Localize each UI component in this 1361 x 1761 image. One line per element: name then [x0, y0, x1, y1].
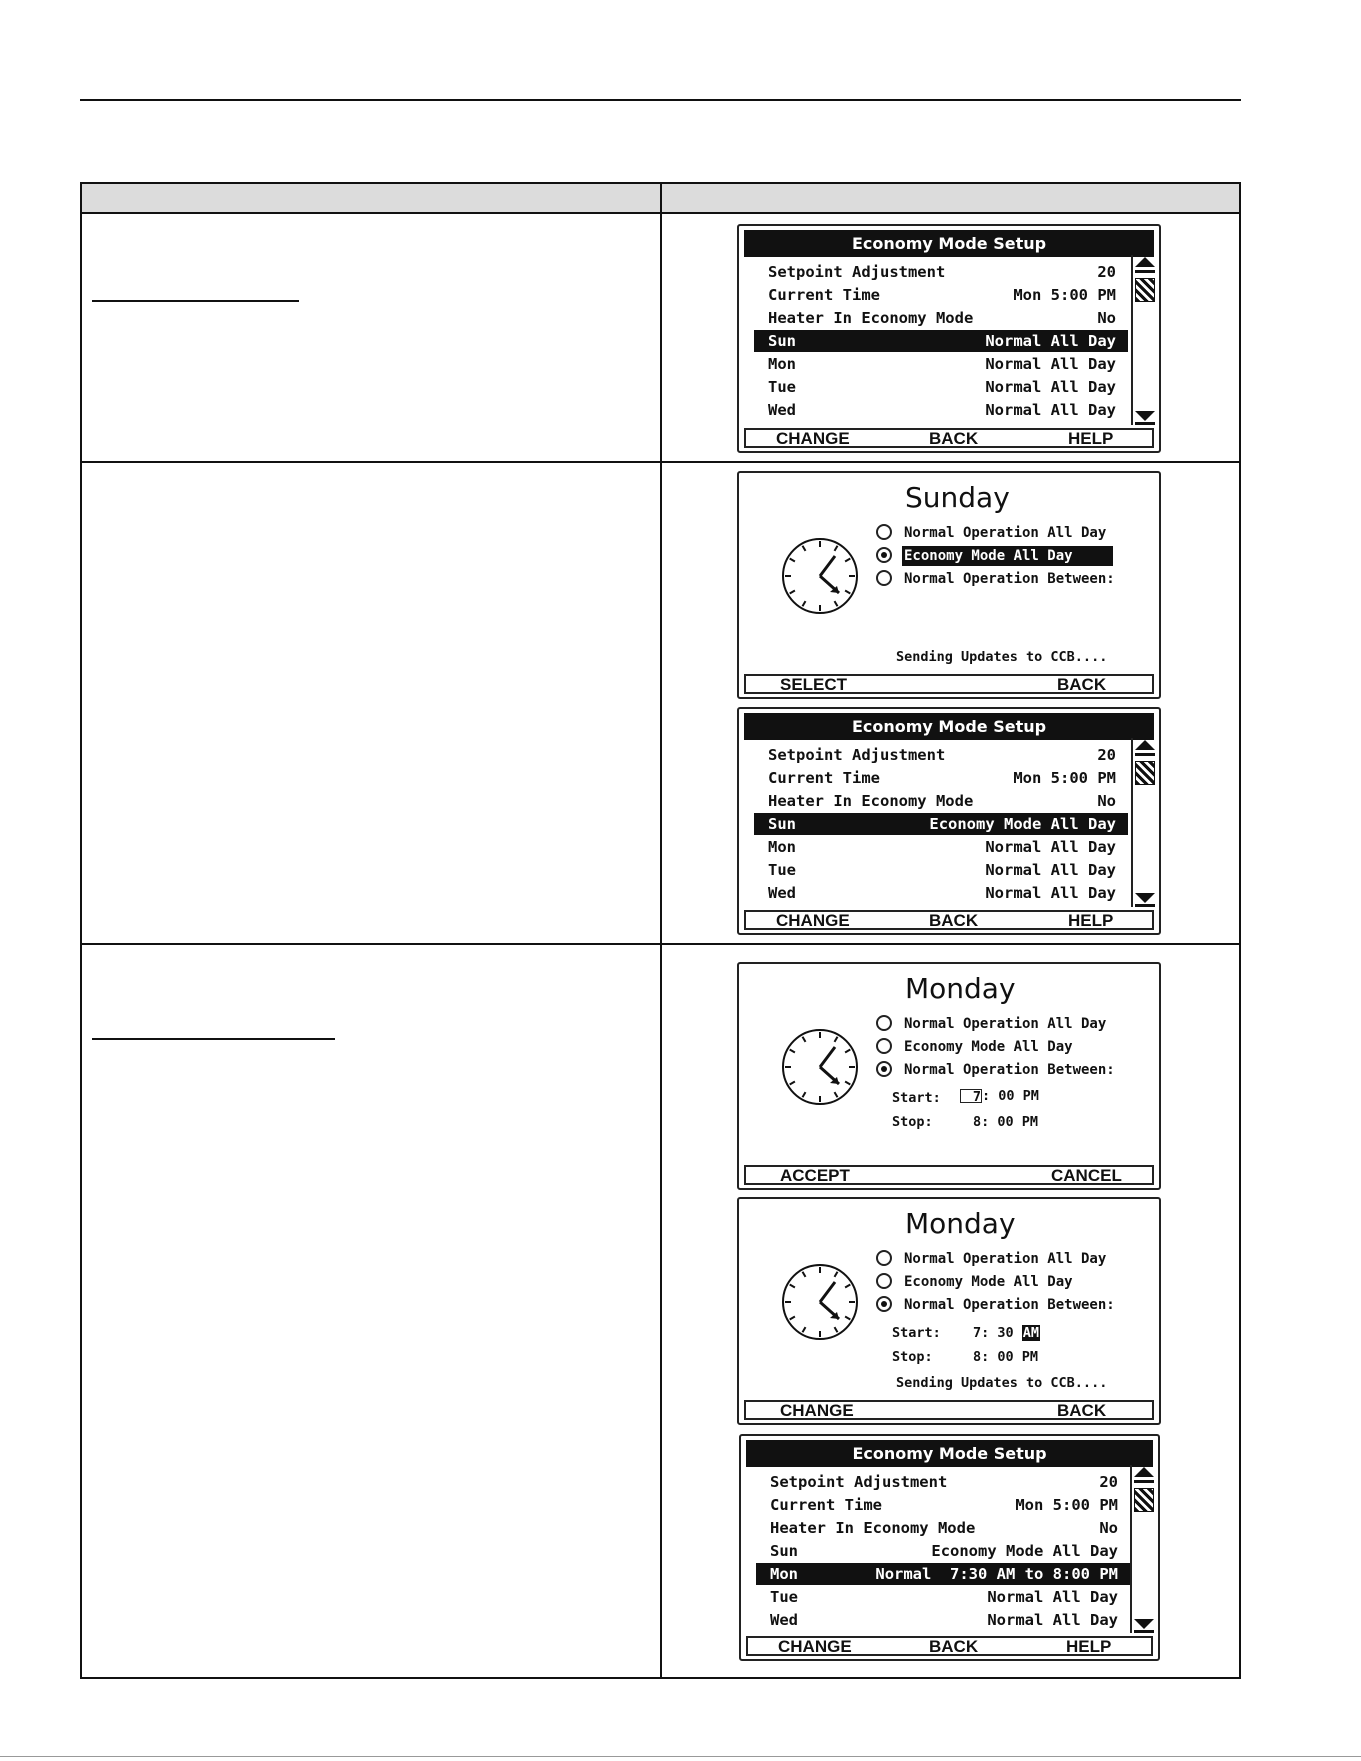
- list-item[interactable]: Tue Normal All Day: [770, 1588, 1118, 1606]
- list-item[interactable]: Heater In Economy Mode No: [768, 309, 1116, 327]
- list-item-selected[interactable]: Sun Normal All Day: [754, 330, 1128, 352]
- column-divider: [660, 184, 662, 1677]
- stop-label: Stop:: [892, 1114, 933, 1130]
- softkey-bar: [744, 1165, 1154, 1185]
- change-button[interactable]: CHANGE: [780, 1401, 854, 1420]
- stop-time-field[interactable]: 8: 00 PM: [973, 1349, 1039, 1365]
- list-item[interactable]: Wed Normal All Day: [770, 1611, 1118, 1629]
- list-item[interactable]: Sun Economy Mode All Day: [770, 1542, 1118, 1560]
- softkey-bar: [744, 428, 1154, 448]
- hour-edit-box[interactable]: 7: [960, 1089, 982, 1103]
- day-title: Monday: [905, 1207, 1016, 1240]
- softkey-bar: [744, 910, 1154, 930]
- scroll-thumb[interactable]: [1135, 278, 1155, 302]
- economy-setup-screen-2: [737, 707, 1161, 935]
- change-button[interactable]: CHANGE: [778, 1637, 852, 1656]
- help-button[interactable]: HELP: [1066, 1637, 1112, 1656]
- list-item[interactable]: Setpoint Adjustment 20: [768, 746, 1116, 764]
- list-item[interactable]: Current Time Mon 5:00 PM: [770, 1496, 1118, 1514]
- clock-icon: [779, 1261, 861, 1343]
- radio-button[interactable]: [876, 524, 892, 540]
- list-item-selected[interactable]: Sun Economy Mode All Day: [754, 813, 1128, 835]
- scroll-thumb[interactable]: [1135, 761, 1155, 785]
- underline-blank: [92, 1038, 335, 1040]
- clock-icon: [779, 1026, 861, 1108]
- list-item[interactable]: Current Time Mon 5:00 PM: [768, 769, 1116, 787]
- row-divider: [82, 943, 1239, 945]
- softkey-bar: [744, 1400, 1154, 1420]
- list-item[interactable]: Setpoint Adjustment 20: [768, 263, 1116, 281]
- screen-title: Economy Mode Setup: [746, 1440, 1153, 1467]
- list-item[interactable]: Tue Normal All Day: [768, 861, 1116, 879]
- accept-button[interactable]: ACCEPT: [780, 1166, 850, 1185]
- economy-setup-screen-1: [737, 224, 1161, 453]
- ampm-toggle[interactable]: AM: [1022, 1325, 1040, 1341]
- select-button[interactable]: SELECT: [780, 675, 848, 694]
- radio-button[interactable]: [876, 1273, 892, 1289]
- stop-label: Stop:: [892, 1349, 933, 1365]
- softkey-bar: [744, 674, 1154, 694]
- sunday-screen: Sunday Normal Operation All Day Economy Mode All Day Normal Operation Between: Sending Updates to CCB.... SELECT BACK: [737, 471, 1161, 699]
- scroll-down-icon[interactable]: [1135, 411, 1155, 421]
- cancel-button[interactable]: CANCEL: [1051, 1166, 1122, 1185]
- radio-button[interactable]: [876, 570, 892, 586]
- radio-button[interactable]: [876, 1015, 892, 1031]
- scroll-down-icon[interactable]: [1135, 893, 1155, 903]
- back-button[interactable]: BACK: [929, 429, 979, 448]
- start-label: Start:: [892, 1325, 941, 1341]
- scroll-down-icon[interactable]: [1134, 1619, 1154, 1629]
- clock-icon: [779, 535, 861, 617]
- start-time-field[interactable]: 7: 00 PM: [960, 1088, 1039, 1104]
- scrollbar[interactable]: [1130, 1465, 1154, 1633]
- status-message: Sending Updates to CCB....: [896, 649, 1108, 665]
- scroll-up-icon[interactable]: [1135, 740, 1155, 750]
- day-title: Sunday: [905, 481, 1010, 514]
- list-item[interactable]: Wed Normal All Day: [768, 884, 1116, 902]
- back-button[interactable]: BACK: [1057, 1401, 1107, 1420]
- list-item[interactable]: Mon Normal All Day: [768, 838, 1116, 856]
- monday-edit-screen: Monday Normal Operation All Day Economy Mode All Day Normal Operation Between: Start: 7: 00 PM Stop: 8: 00 PM ACCEPT CANCEL: [737, 962, 1161, 1190]
- start-label: Start:: [892, 1090, 941, 1106]
- radio-button[interactable]: [876, 1038, 892, 1054]
- status-message: Sending Updates to CCB....: [896, 1375, 1108, 1391]
- bottom-rule: [0, 1756, 1361, 1757]
- stop-time-field[interactable]: 8: 00 PM: [973, 1114, 1039, 1130]
- scroll-up-icon[interactable]: [1134, 1467, 1154, 1477]
- monday-result-screen: Monday Normal Operation All Day Economy Mode All Day Normal Operation Between: Start: 7: 30 AM Stop: 8: 00 PM Sending Updates to CCB.... CHANGE BACK: [737, 1197, 1161, 1425]
- scroll-thumb[interactable]: [1134, 1488, 1154, 1512]
- help-button[interactable]: HELP: [1068, 429, 1114, 448]
- back-button[interactable]: BACK: [1057, 675, 1107, 694]
- list-item[interactable]: Setpoint Adjustment 20: [770, 1473, 1118, 1491]
- list-item[interactable]: Mon Normal All Day: [768, 355, 1116, 373]
- radio-button-checked[interactable]: [876, 1296, 892, 1312]
- row-divider: [82, 461, 1239, 463]
- scrollbar[interactable]: [1131, 738, 1155, 907]
- start-time-field[interactable]: 7: 30 AM: [973, 1325, 1040, 1341]
- list-item-selected[interactable]: Mon Normal 7:30 AM to 8:00 PM: [756, 1563, 1130, 1585]
- radio-button-checked[interactable]: [876, 547, 892, 563]
- change-button[interactable]: CHANGE: [776, 911, 850, 930]
- radio-button-checked[interactable]: [876, 1061, 892, 1077]
- change-button[interactable]: CHANGE: [776, 429, 850, 448]
- softkey-bar: [746, 1636, 1153, 1656]
- scrollbar[interactable]: [1131, 255, 1155, 425]
- radio-button[interactable]: [876, 1250, 892, 1266]
- list-item[interactable]: Heater In Economy Mode No: [770, 1519, 1118, 1537]
- scroll-up-icon[interactable]: [1135, 257, 1155, 267]
- list-item[interactable]: Heater In Economy Mode No: [768, 792, 1116, 810]
- back-button[interactable]: BACK: [929, 1637, 979, 1656]
- top-rule: [80, 99, 1241, 101]
- list-item[interactable]: Wed Normal All Day: [768, 401, 1116, 419]
- back-button[interactable]: BACK: [929, 911, 979, 930]
- screen-title: Economy Mode Setup: [744, 713, 1154, 740]
- economy-setup-screen-3: [739, 1434, 1160, 1661]
- list-item[interactable]: Current Time Mon 5:00 PM: [768, 286, 1116, 304]
- help-button[interactable]: HELP: [1068, 911, 1114, 930]
- day-title: Monday: [905, 972, 1016, 1005]
- screen-title: Economy Mode Setup: [744, 230, 1154, 257]
- list-item[interactable]: Tue Normal All Day: [768, 378, 1116, 396]
- underline-blank: [92, 300, 299, 302]
